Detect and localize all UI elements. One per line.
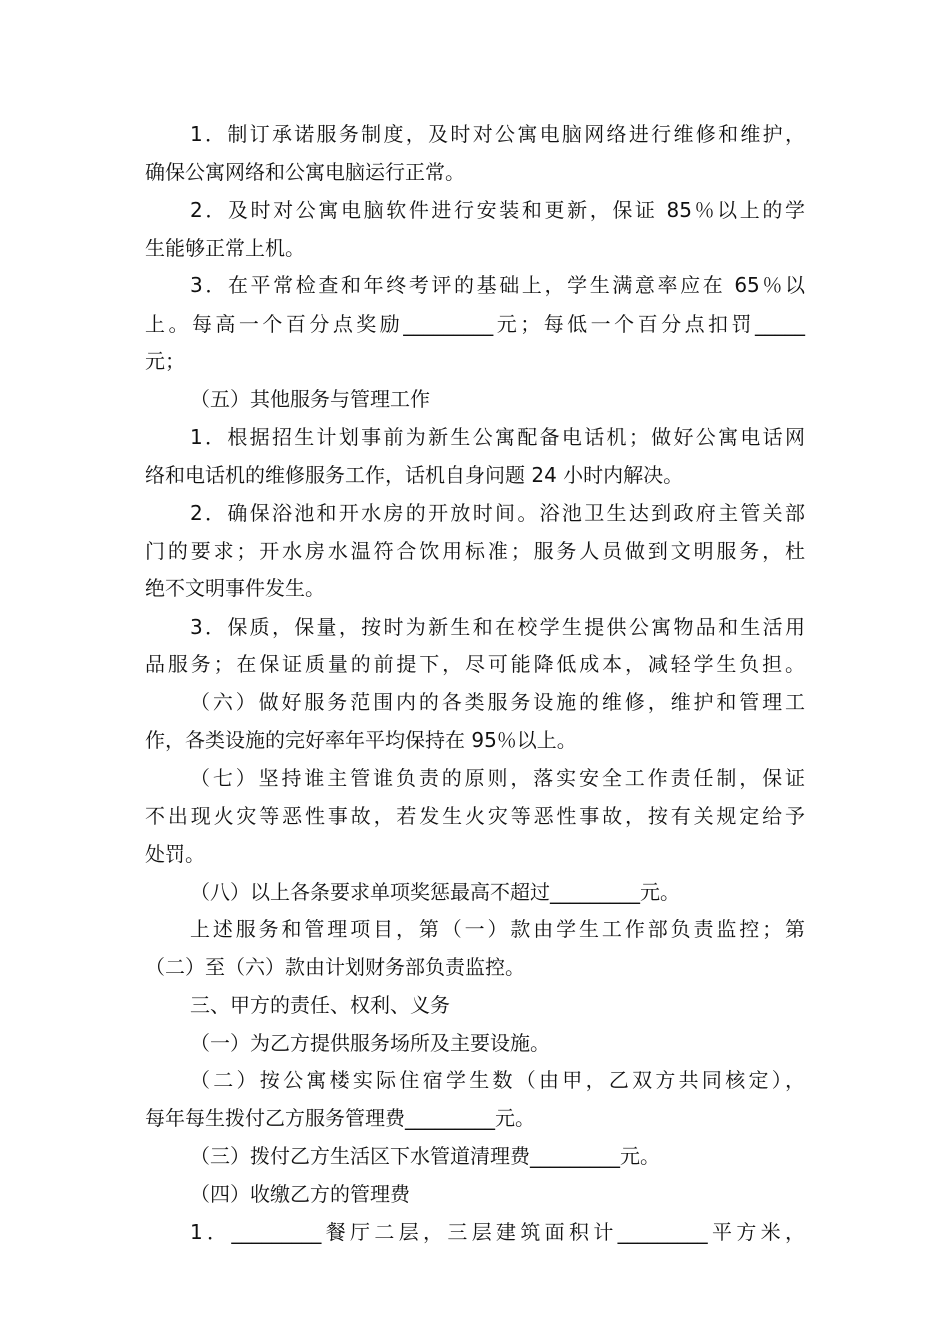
text-line: 上。每高一个百分点奖励_________元；每低一个百分点扣罚_____ — [145, 312, 805, 336]
text-line: （六）做好服务范围内的各类服务设施的维修，维护和管理工 — [190, 690, 805, 714]
text-line: （八）以上各条要求单项奖惩最高不超过_________元。 — [190, 880, 680, 904]
text-line: 1．制订承诺服务制度，及时对公寓电脑网络进行维修和维护， — [190, 122, 805, 146]
text-line: 绝不文明事件发生。 — [145, 576, 325, 600]
text-line: 不出现火灾等恶性事故，若发生火灾等恶性事故，按有关规定给予 — [145, 804, 805, 828]
text-line: 3．保质，保量，按时为新生和在校学生提供公寓物品和生活用 — [190, 615, 805, 639]
section-heading: （五）其他服务与管理工作 — [190, 387, 430, 411]
text-line: （七）坚持谁主管谁负责的原则，落实安全工作责任制，保证 — [190, 766, 805, 790]
text-line: 1．根据招生计划事前为新生公寓配备电话机；做好公寓电话网 — [190, 425, 805, 449]
text-line: （四）收缴乙方的管理费 — [190, 1182, 410, 1206]
text-line: （一）为乙方提供服务场所及主要设施。 — [190, 1031, 550, 1055]
text-line: 生能够正常上机。 — [145, 236, 305, 260]
text-line: 1．_________餐厅二层，三层建筑面积计_________平方米， — [190, 1220, 805, 1244]
text-line: 元； — [145, 349, 185, 373]
text-line: 2．确保浴池和开水房的开放时间。浴池卫生达到政府主管关部 — [190, 501, 805, 525]
text-line: 作，各类设施的完好率年平均保持在 95％以上。 — [145, 728, 577, 752]
text-line: 确保公寓网络和公寓电脑运行正常。 — [145, 160, 465, 184]
text-line: 络和电话机的维修服务工作，话机自身问题 24 小时内解决。 — [145, 463, 684, 487]
text-line: 每年每生拨付乙方服务管理费_________元。 — [145, 1106, 535, 1130]
text-line: 3．在平常检查和年终考评的基础上，学生满意率应在 65％以 — [190, 273, 805, 297]
text-line: （二）至（六）款由计划财务部负责监控。 — [145, 955, 525, 979]
text-line: 处罚。 — [145, 842, 205, 866]
section-heading: 三、甲方的责任、权利、义务 — [190, 993, 450, 1017]
text-line: 门的要求；开水房水温符合饮用标准；服务人员做到文明服务，杜 — [145, 539, 805, 563]
text-line: 2．及时对公寓电脑软件进行安装和更新，保证 85％以上的学 — [190, 198, 805, 222]
text-line: （三）拨付乙方生活区下水管道清理费_________元。 — [190, 1144, 660, 1168]
text-line: 品服务；在保证质量的前提下，尽可能降低成本，减轻学生负担。 — [145, 652, 805, 676]
text-line: （二）按公寓楼实际住宿学生数（由甲，乙双方共同核定）， — [190, 1068, 805, 1092]
text-line: 上述服务和管理项目，第（一）款由学生工作部负责监控；第 — [190, 917, 805, 941]
